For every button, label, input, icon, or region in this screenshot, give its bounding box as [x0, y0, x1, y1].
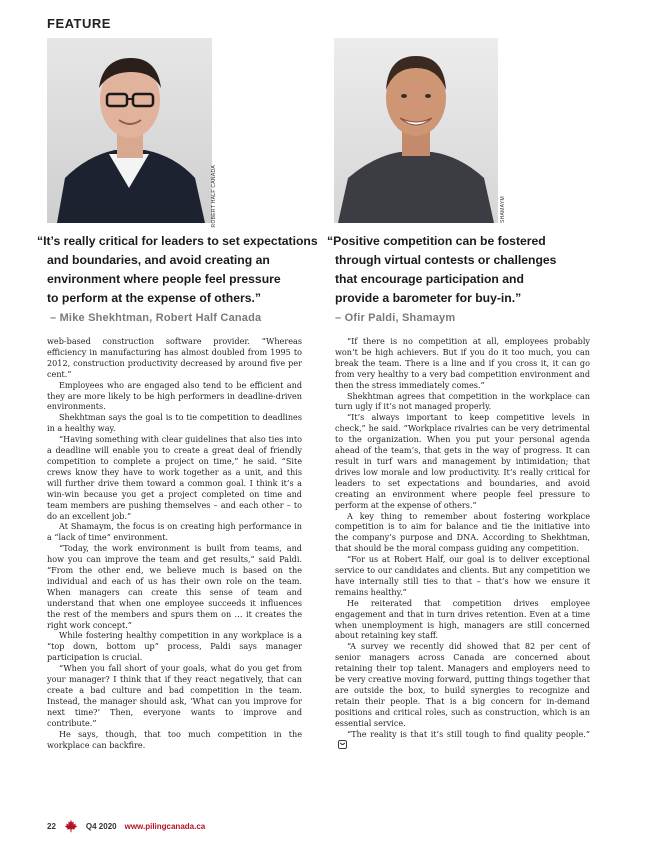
body-paragraph: At Shamaym, the focus is on creating high performance in a “lack of time” environment. [47, 521, 302, 543]
body-paragraph: He says, though, that too much competition in the workplace can backfire. [47, 728, 302, 750]
quote-line: and boundaries, and avoid creating an [47, 253, 270, 267]
quote-attribution-left: – Mike Shekhtman, Robert Half Canada [50, 312, 262, 324]
quote-line: environment where people feel pressure [47, 272, 281, 286]
quote-line: “Positive competition can be fostered [327, 234, 546, 248]
pull-quote-right [327, 232, 556, 308]
body-paragraph: Shekhtman says the goal is to tie competition to deadlines in a healthy way. [47, 412, 302, 434]
body-paragraph: “For us at Robert Half, our goal is to deliver exceptional service to our candidates and clients. But any competition we have internally still ties to that – that’s how we ensure it remains healthy.” [335, 554, 590, 597]
website-link[interactable]: www.pilingcanada.ca [124, 821, 206, 831]
quote-line: that encourage participation and [335, 272, 524, 286]
maple-leaf-icon [64, 819, 78, 833]
quote-attribution-right: – Ofir Paldi, Shamaym [335, 312, 456, 324]
quote-line: through virtual contests or challenges [335, 253, 557, 267]
page-footer [47, 819, 205, 833]
section-label: FEATURE [47, 16, 111, 31]
body-paragraph: Shekhtman agrees that competition in the workplace can turn ugly if it’s not managed properly. [335, 390, 590, 412]
body-paragraph: While fostering healthy competition in any workplace is a “top down, bottom up” process, Paldi says manager participation is crucial. [47, 630, 302, 663]
issue-label: Q4 2020 [85, 821, 117, 831]
body-paragraph: “A survey we recently did showed that 82 per cent of senior managers across Canada are concerned about retaining their top talent. Managers and employers need to be very creative moving forward, putting things together that are outside the box, to build synergies to recognize and retain their people. That is a big concern for in-demand positions and critical roles, such as construction, which is an essential service. [335, 641, 590, 728]
body-paragraph: web-based construction software provider. “Whereas efficiency in manufacturing has almost doubled from 1995 to 2012, construction productivity decreased by around five per cent.” [47, 336, 302, 379]
body-paragraph: Employees who are engaged also tend to be efficient and they are more likely to be high performers in deadline-driven environments. [47, 379, 302, 412]
body-paragraph: “Today, the work environment is built from teams, and how you can improve the team and get results,” said Paldi. “From the other end, we believe much is based on the individual and each of us has their own role on the team. When managers can create this sense of team and understand that when one employee succeeds it influences the rest of the members and spurs them on … it creates the right work concept.” [47, 543, 302, 630]
body-paragraph: A key thing to remember about fostering workplace competition is to aim for balance and tie the initiative into the company’s purpose and DNA. According to Shekhtman, that should be the moral compass guiding any competition. [335, 510, 590, 554]
pull-quote-left [37, 232, 318, 308]
body-column-left [47, 336, 302, 750]
page-number: 22 [47, 821, 56, 831]
photo-credit-right: SHAMAYM [500, 196, 506, 224]
end-mark-icon [338, 740, 347, 749]
body-paragraph: “Having something with clear guidelines that also ties into a deadline will enable you to create a great deal of friendly competition to complete a project on time,” he said. “Site crews know they have to work together as a unit, and this will further drive them toward a common goal. I think it’s a win-win because you get a project completed on time and team members are pushing themselves – and each other – to do an excellent job.” [47, 434, 302, 521]
closing-text: “The reality is that it’s still tough to find quality people.” [347, 728, 590, 739]
photo-mike-shekhtman [47, 38, 212, 223]
body-column-right [335, 336, 590, 750]
quote-line: “It’s really critical for leaders to set expectations [37, 234, 318, 248]
body-paragraph: “It’s always important to keep competitive levels in check,” he said. “Workplace rivalries can be very detrimental to the organization. When you put your personal agenda ahead of the team’s, that gets in the way of progress. It can result in turf wars and management by intimidation; that drives low morale and low productivity. It’s really critical for leaders to set expectations and boundaries, and avoid creating an environment where people feel pressure to perform at the expense of others.” [335, 412, 590, 510]
quote-line: provide a barometer for buy-in.” [335, 291, 522, 305]
quote-line: to perform at the expense of others.” [47, 291, 261, 305]
photo-credit-left: ROBERT HALF CANADA [211, 165, 217, 228]
body-paragraph: He reiterated that competition drives employee engagement and that in turn drives retention. Even at a time when unemployment is high, managers are still concerned about retaining key staff. [335, 597, 590, 641]
photo-ofir-paldi [334, 38, 498, 223]
body-paragraph-last [335, 729, 590, 751]
body-paragraph: “If there is no competition at all, employees probably won’t be high achievers. But if you do it too much, you can break the team. There is a line and if you cross it, it can go from very healthy to a very bad competition environment and then the stress immediately comes.” [335, 336, 590, 390]
body-paragraph: “When you fall short of your goals, what do you get from your manager? I think that if they react negatively, that can create a bad culture and bad competition in the team. Instead, the manager should ask, ‘What can you improve for next time?’ Then, everyone wants to improve and contribute.” [47, 663, 302, 728]
